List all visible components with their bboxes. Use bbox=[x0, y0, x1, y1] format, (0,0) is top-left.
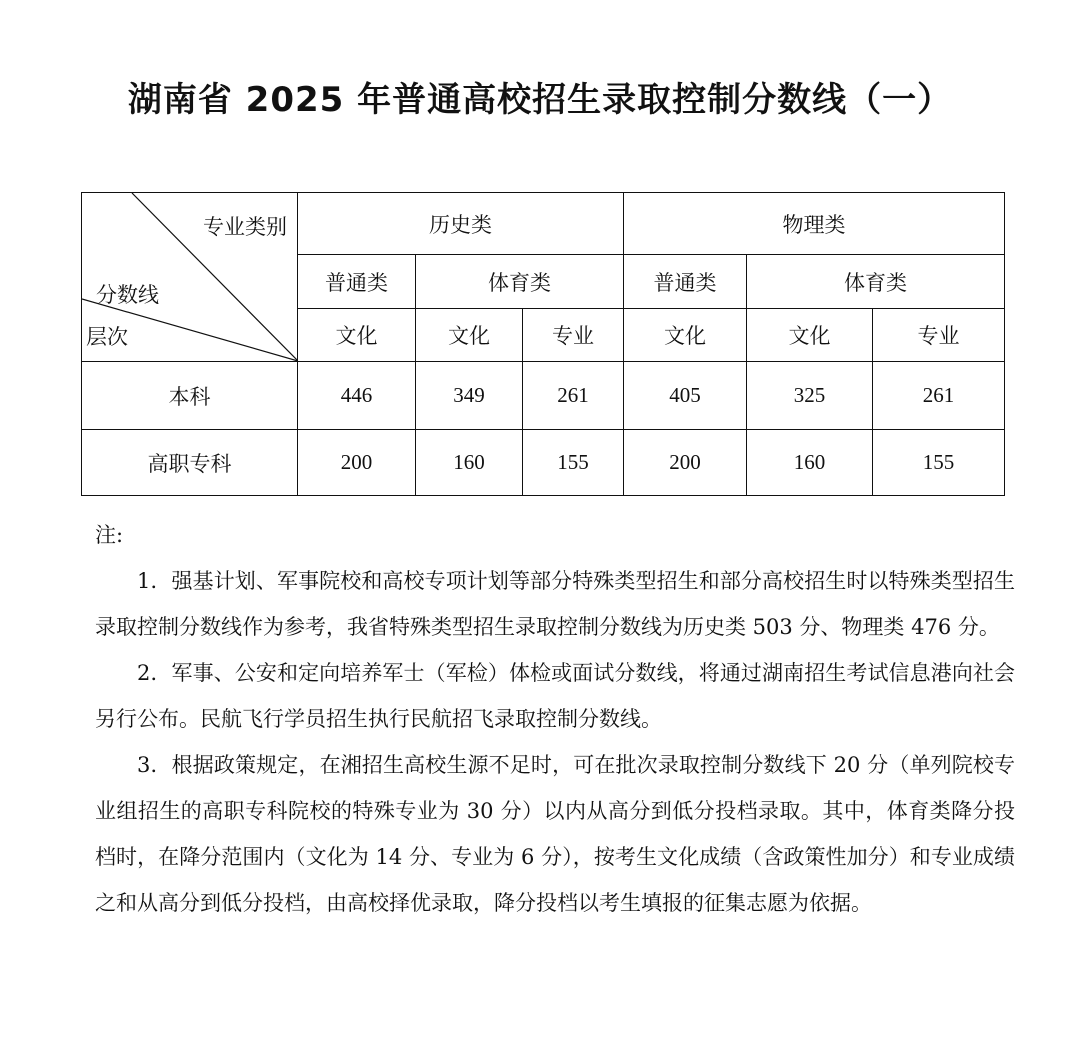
score-cell: 160 bbox=[747, 430, 873, 496]
corner-label-score-line: 分数线 bbox=[96, 283, 159, 307]
score-cell: 349 bbox=[416, 362, 523, 430]
corner-header-cell bbox=[82, 193, 298, 362]
score-cell: 160 bbox=[416, 430, 523, 496]
table-row bbox=[82, 430, 1005, 496]
row-label: 高职专科 bbox=[82, 430, 298, 496]
score-cell: 200 bbox=[298, 430, 416, 496]
score-cell: 405 bbox=[624, 362, 747, 430]
subject-header: 文化 bbox=[298, 309, 416, 362]
score-cell: 446 bbox=[298, 362, 416, 430]
subject-header: 专业 bbox=[523, 309, 624, 362]
note-item: 1．强基计划、军事院校和高校专项计划等部分特殊类型招生和部分高校招生时以特殊类型招生录取控制分数线作为参考，我省特殊类型招生录取控制分数线为历史类 503 分、物理类 476 分。 bbox=[95, 569, 1015, 639]
note-item: 2．军事、公安和定向培养军士（军检）体检或面试分数线，将通过湖南招生考试信息港向社会另行公布。民航飞行学员招生执行民航招飞录取控制分数线。 bbox=[95, 661, 1015, 731]
score-cell: 261 bbox=[523, 362, 624, 430]
score-cell: 261 bbox=[873, 362, 1005, 430]
notes-heading: 注: bbox=[95, 523, 124, 547]
score-table bbox=[81, 192, 1005, 496]
score-cell: 155 bbox=[523, 430, 624, 496]
subject-header: 专业 bbox=[873, 309, 1005, 362]
score-cell: 200 bbox=[624, 430, 747, 496]
subject-header: 文化 bbox=[747, 309, 873, 362]
corner-label-level: 层次 bbox=[86, 325, 128, 349]
subcat-header: 体育类 bbox=[416, 255, 624, 309]
notes-section bbox=[95, 512, 1015, 926]
corner-label-category: 专业类别 bbox=[203, 215, 287, 239]
page-title: 湖南省 2025 年普通高校招生录取控制分数线（一） bbox=[127, 80, 953, 120]
score-cell: 325 bbox=[747, 362, 873, 430]
subcat-header: 普通类 bbox=[624, 255, 747, 309]
table-row bbox=[82, 362, 1005, 430]
subject-header: 文化 bbox=[624, 309, 747, 362]
note-item: 3．根据政策规定，在湘招生高校生源不足时，可在批次录取控制分数线下 20 分（单列院校专业组招生的高职专科院校的特殊专业为 30 分）以内从高分到低分投档录取。其中，体育类降分投档时，在降分范围内（文化为 14 分、专业为 6 分），按考生文化成绩（含政策性加分）和专业成绩之和从高分到低分投档，由高校择优录取，降分投档以考生填报的征集志愿为依据。 bbox=[95, 753, 1015, 915]
category-header-history: 历史类 bbox=[298, 193, 624, 255]
row-label: 本科 bbox=[82, 362, 298, 430]
subcat-header: 体育类 bbox=[747, 255, 1005, 309]
category-header-physics: 物理类 bbox=[624, 193, 1005, 255]
subject-header: 文化 bbox=[416, 309, 523, 362]
subcat-header: 普通类 bbox=[298, 255, 416, 309]
score-cell: 155 bbox=[873, 430, 1005, 496]
